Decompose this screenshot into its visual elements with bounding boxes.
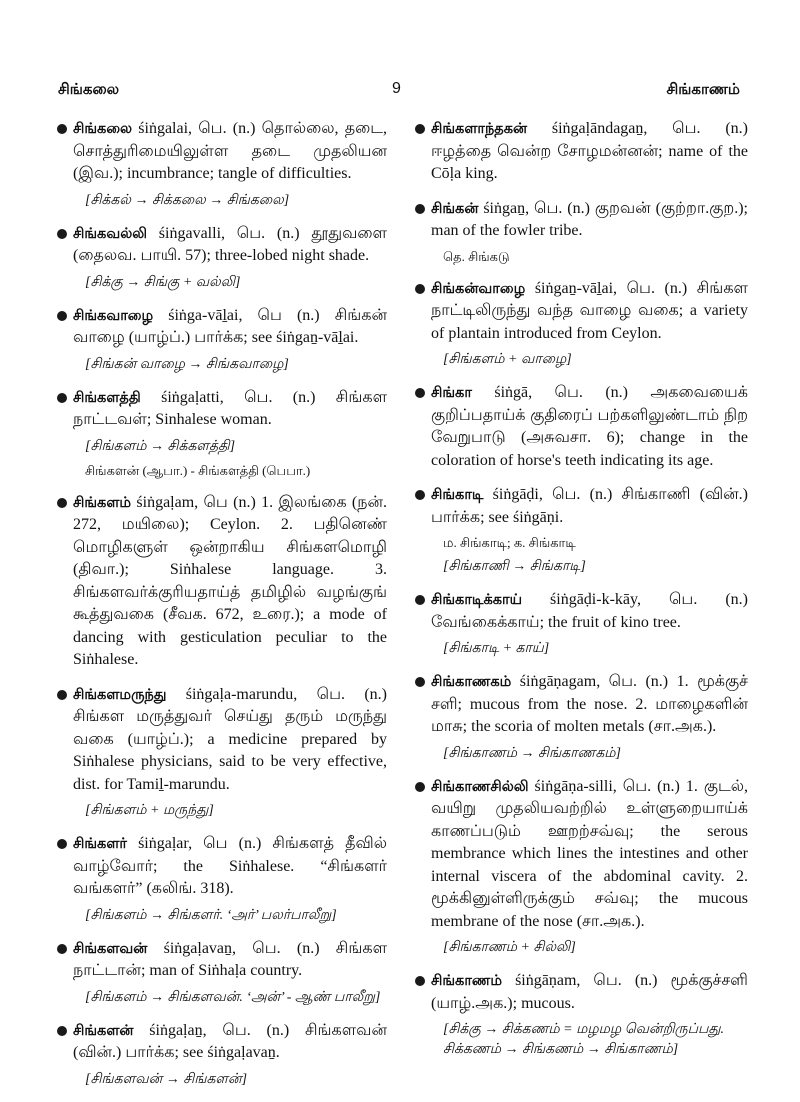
dictionary-entry xyxy=(415,589,748,659)
dictionary-entry xyxy=(57,492,387,672)
dictionary-entry xyxy=(415,671,748,764)
entry-body xyxy=(431,671,748,739)
running-head-right: சிங்காணம் xyxy=(666,80,740,98)
entry-headword: சிங்கவல்லி xyxy=(73,225,148,242)
entry-headword: சிங்கவாழை xyxy=(73,307,154,324)
entry-bullet-icon xyxy=(57,311,67,321)
entry-bullet-icon xyxy=(57,498,67,508)
entry-headword: சிங்காணகம் xyxy=(431,674,512,690)
page-header xyxy=(0,80,800,104)
entry-headword: சிங்காடி xyxy=(431,487,484,503)
entry-definition: śiṅgaṉ, பெ. (n.) குறவன் (குற்றா.குற.); man of the fowler tribe. xyxy=(431,199,748,239)
entry-etymology: [சிங்காணம் → சிங்காணகம்] xyxy=(443,745,622,761)
entry-headword: சிங்களவன் xyxy=(73,940,148,957)
dictionary-entry xyxy=(57,387,387,480)
entry-body xyxy=(431,382,748,472)
entry-headword: சிங்களம் xyxy=(73,494,132,511)
entry-etymology: [சிக்கு → சிங்கு + வல்லி] xyxy=(85,274,241,290)
entry-body xyxy=(431,970,748,1015)
entry-etymology: [சிங்களம் → சிக்களத்தி] xyxy=(85,438,236,454)
entry-definition: śiṅgā, பெ. (n.) அகவையைக் குறிப்பதாய்க் குதிரைப் பற்களிலுண்டாம் நிற வேறுபாடு (அசுவசா. 6); change in the coloration of horse's teeth indicating its age. xyxy=(431,384,748,469)
dictionary-entry xyxy=(415,198,748,266)
entry-definition: śiṅga-vāḻai, பெ (n.) சிங்கன் வாழை (யாழ்ப்.) பார்க்க; see śiṅgaṉ-vāḻai. xyxy=(73,306,387,346)
entry-etymology: [சிங்களம் + மருந்து] xyxy=(85,803,214,818)
left-column xyxy=(57,118,387,1102)
entry-etymology: [சிங்களம் → சிங்களர். ‘அர்’ பலர்பாலீறு] xyxy=(85,907,337,923)
entry-bullet-icon xyxy=(57,944,67,954)
entry-definition: śiṅgaṉ-vāḻai, பெ. (n.) சிங்கள நாட்டிலிருந்து வந்த வாழை வகை; a variety of plantain introduced from Ceylon. xyxy=(431,279,748,342)
entry-headword: சிங்களர் xyxy=(73,836,127,852)
entry-bullet-icon xyxy=(415,782,425,792)
entry-bullet-icon xyxy=(57,1026,67,1036)
entry-etymology: [சிங்களம் + வாழை] xyxy=(443,352,572,367)
right-column xyxy=(415,118,748,1072)
entry-body xyxy=(73,833,387,901)
entry-body xyxy=(431,776,748,934)
entry-bullet-icon xyxy=(57,393,67,403)
entry-bullet-icon xyxy=(415,284,425,294)
entry-body xyxy=(73,387,387,432)
page-number: 9 xyxy=(392,80,401,97)
entry-bullet-icon xyxy=(57,124,67,134)
entry-headword: சிங்காடிக்காய் xyxy=(431,592,523,608)
entry-headword: சிங்களன் xyxy=(73,1022,134,1039)
entry-bullet-icon xyxy=(415,124,425,134)
dictionary-entry xyxy=(415,382,748,472)
entry-etymology: [சிங்களவன் → சிங்களன்] xyxy=(85,1071,248,1087)
entry-definition: śiṅgaḷatti, பெ. (n.) சிங்கள நாட்டவள்; Sinhalese woman. xyxy=(73,388,387,428)
entry-bullet-icon xyxy=(415,595,425,605)
entry-definition: śiṅgaḷāndagaṉ, பெ. (n.) ஈழத்தை வென்ற சோழமன்னன்; name of the Cōḷa king. xyxy=(431,120,748,182)
dictionary-entry xyxy=(57,833,387,926)
entry-headword: சிங்கலை xyxy=(73,121,133,137)
entry-body xyxy=(431,118,748,186)
entry-etymology: [சிங்களம் → சிங்களவன். ‘அன்’ - ஆண் பாலீறு] xyxy=(85,989,381,1005)
entry-headword: சிங்கன் xyxy=(431,200,479,217)
entry-body xyxy=(431,484,748,529)
entry-definition: śiṅgavalli, பெ. (n.) தூதுவளை (தைலவ. பாயி. 57); three-lobed night shade. xyxy=(73,224,387,264)
entry-cognate: ம. சிங்காடி; க. சிங்காடி xyxy=(443,535,576,550)
entry-headword: சிங்களமருந்து xyxy=(73,686,167,703)
entry-definition: śiṅgāḍi-k-kāy, பெ. (n.) வேங்கைக்காய்; the fruit of kino tree. xyxy=(431,591,748,631)
entry-etymology: [சிக்கல் → சிக்கலை → சிங்கலை] xyxy=(85,192,290,208)
entry-definition: śiṅgaḷaṉ, பெ. (n.) சிங்களவன் (வின்.) பார்க்க; see śiṅgaḷavaṉ. xyxy=(73,1021,387,1061)
dictionary-entry xyxy=(415,484,748,577)
entry-etymology: [சிங்காடி + காய்] xyxy=(443,641,550,656)
entry-definition: śiṅgāṇa-silli, பெ. (n.) 1. குடல், வயிறு முதலியவற்றில் உள்ளுறையாய்க் காணப்படும் ஊறற்சவ்வு; the serous membrance which lines the intestines and other internal viscera of the abdominal cavity. 2. மூக்கினுள்ளிருக்கும் சவ்வு; the mucous membrane of the nose (சா.அக.). xyxy=(431,777,748,930)
entry-etymology: [சிங்காணம் + சில்லி] xyxy=(443,940,576,955)
entry-body xyxy=(73,305,387,350)
entry-body xyxy=(73,684,387,797)
entry-headword: சிங்காணசில்லி xyxy=(431,778,529,795)
entry-headword: சிங்கன்வாழை xyxy=(431,280,526,297)
entry-body xyxy=(73,1020,387,1065)
dictionary-entry xyxy=(57,118,387,211)
entry-definition: śiṅgāṇagam, பெ. (n.) 1. மூக்குச் சளி; mucous from the nose. 2. மாழைகளின் மாசு; the scoria of molten metals (சா.அக.). xyxy=(431,673,748,735)
entry-etymology: [சிக்கு → சிக்கணம் = மழமழ வென்றிருப்பது. சிக்கணம் → சிங்கணம் → சிங்காணம்] xyxy=(443,1022,725,1057)
entry-headword: சிங்களத்தி xyxy=(73,389,141,406)
dictionary-entry xyxy=(415,278,748,371)
entry-bullet-icon xyxy=(57,839,67,849)
dictionary-entry xyxy=(415,776,748,959)
entry-body xyxy=(431,198,748,243)
entry-bullet-icon xyxy=(415,388,425,398)
entry-body xyxy=(73,223,387,268)
entry-definition: śiṅgalai, பெ. (n.) தொல்லை, தடை, சொத்துரிமையிலுள்ள தடை முதலியன (இவ.); incumbrance; tangle of difficulties. xyxy=(73,120,387,182)
entry-etymology: [சிங்கன் வாழை → சிங்கவாழை] xyxy=(85,356,289,372)
entry-definition: śiṅgaḷa-marundu, பெ. (n.) சிங்கள மருத்துவர் செய்து தரும் மருந்து வகை (யாழ்ப்.); a medicine prepared by Siṅhalese physicians, said to be very effective, dist. for Tamiḻ-marundu. xyxy=(73,685,387,793)
entry-definition: śiṅgaḷavaṉ, பெ. (n.) சிங்கள நாட்டான்; man of Siṅhaḷa country. xyxy=(73,939,387,979)
entry-cognate: தெ. சிங்கடு xyxy=(443,248,510,264)
entry-bullet-icon xyxy=(415,976,425,986)
entry-etymology: [சிங்காணி → சிங்காடி] xyxy=(443,559,586,574)
dictionary-entry xyxy=(415,970,748,1060)
entry-body xyxy=(73,938,387,983)
entry-bullet-icon xyxy=(57,690,67,700)
entry-definition: śiṅgaḷam, பெ (n.) 1. இலங்கை (நன். 272, மயிலை); Ceylon. 2. பதினெண் மொழிகளுள் ஒன்றாகிய சிங்களமொழி (திவா.); Siṅhalese language. 3. சிங்களவர்க்குரியதாய்த் தமிழில் வழங்குங் கூத்துவகை (சீவக. 672, உரை.); a mode of dancing with gesticulation peculiar to the Siṅhalese. xyxy=(73,493,387,668)
dictionary-entry xyxy=(57,938,387,1008)
entry-definition: śiṅgāṇam, பெ. (n.) மூக்குச்சளி (யாழ்.அக.); mucous. xyxy=(431,972,748,1012)
entry-body xyxy=(431,278,748,346)
entry-note: சிங்களன் (ஆபா.) - சிங்களத்தி (பெபா.) xyxy=(85,462,311,478)
entry-headword: சிங்களாந்தகன் xyxy=(431,121,528,137)
dictionary-entry xyxy=(57,684,387,822)
entry-definition: śiṅgāḍi, பெ. (n.) சிங்காணி (வின்.) பார்க்க; see śiṅgāṇi. xyxy=(431,486,748,526)
entry-definition: śiṅgaḷar, பெ (n.) சிங்களத் தீவில் வாழ்வோர்; the Siṅhalese. “சிங்களர் வங்களர்” (கலிங். 318). xyxy=(73,835,387,897)
dictionary-entry xyxy=(57,223,387,293)
entry-bullet-icon xyxy=(415,204,425,214)
entry-headword: சிங்காணம் xyxy=(431,973,503,989)
dictionary-entry xyxy=(57,305,387,375)
running-head-left: சிங்கலை xyxy=(58,80,120,98)
entry-bullet-icon xyxy=(415,677,425,687)
dictionary-entry xyxy=(415,118,748,186)
entry-bullet-icon xyxy=(57,229,67,239)
dictionary-entry xyxy=(57,1020,387,1090)
entry-bullet-icon xyxy=(415,490,425,500)
entry-body xyxy=(431,589,748,634)
entry-body xyxy=(73,118,387,186)
entry-headword: சிங்கா xyxy=(431,385,472,401)
entry-body xyxy=(73,492,387,672)
